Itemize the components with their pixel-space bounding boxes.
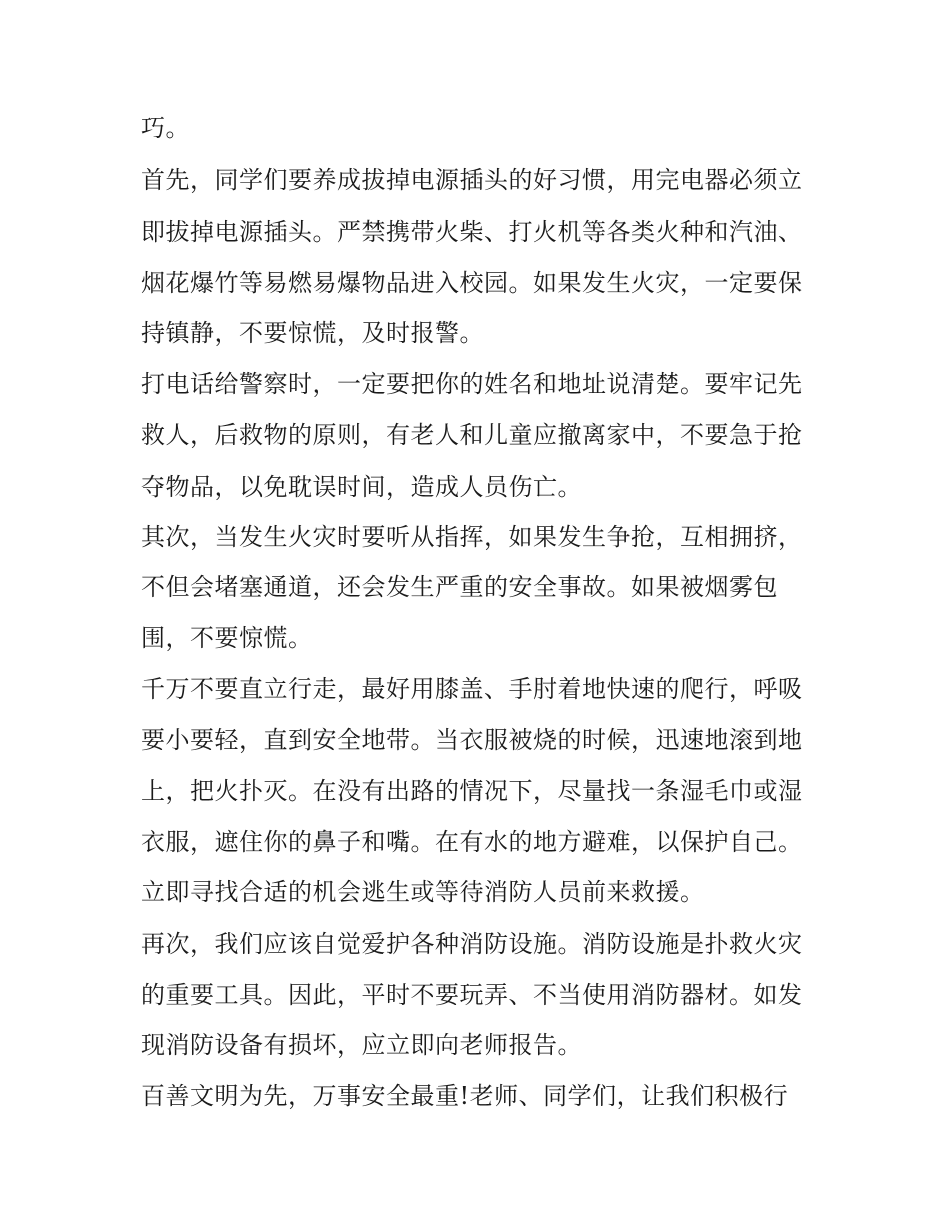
text-line: 千万不要直立行走，最好用膝盖、手肘着地快速的爬行，呼吸: [141, 675, 803, 703]
text-line: 百善文明为先，万事安全最重!老师、同学们，让我们积极行: [141, 1082, 789, 1110]
text-line: 围，不要惊慌。: [141, 624, 313, 652]
text-line: 打电话给警察时，一定要把你的姓名和地址说清楚。要牢记先: [141, 370, 803, 398]
text-line: 持镇静，不要惊慌，及时报警。: [141, 319, 484, 347]
text-line: 立即寻找合适的机会逃生或等待消防人员前来救援。: [141, 878, 705, 906]
text-line: 要小要轻，直到安全地带。当衣服被烧的时候，迅速地滚到地: [141, 726, 803, 754]
text-line: 夺物品，以免耽误时间，造成人员伤亡。: [141, 473, 582, 501]
text-line: 救人，后救物的原则，有老人和儿童应撤离家中，不要急于抢: [141, 421, 803, 449]
text-line: 现消防设备有损坏，应立即向老师报告。: [141, 1031, 582, 1059]
text-line: 其次，当发生火灾时要听从指挥，如果发生争抢，互相拥挤，: [141, 523, 803, 551]
text-line: 不但会堵塞通道，还会发生严重的安全事故。如果被烟雾包: [141, 573, 778, 601]
text-line: 衣服，遮住你的鼻子和嘴。在有水的地方避难，以保护自己。: [141, 828, 803, 856]
text-line: 烟花爆竹等易燃易爆物品进入校园。如果发生火灾，一定要保: [141, 269, 803, 297]
text-line: 首先，同学们要养成拔掉电源插头的好习惯，用完电器必须立: [141, 166, 803, 194]
text-line: 再次，我们应该自觉爱护各种消防设施。消防设施是扑救火灾: [141, 930, 803, 958]
text-line: 的重要工具。因此，平时不要玩弄、不当使用消防器材。如发: [141, 981, 803, 1009]
text-line: 即拔掉电源插头。严禁携带火柴、打火机等各类火种和汽油、: [141, 218, 803, 246]
text-line: 上，把火扑灭。在没有出路的情况下，尽量找一条湿毛巾或湿: [141, 777, 803, 805]
text-line: 巧。: [141, 114, 190, 142]
